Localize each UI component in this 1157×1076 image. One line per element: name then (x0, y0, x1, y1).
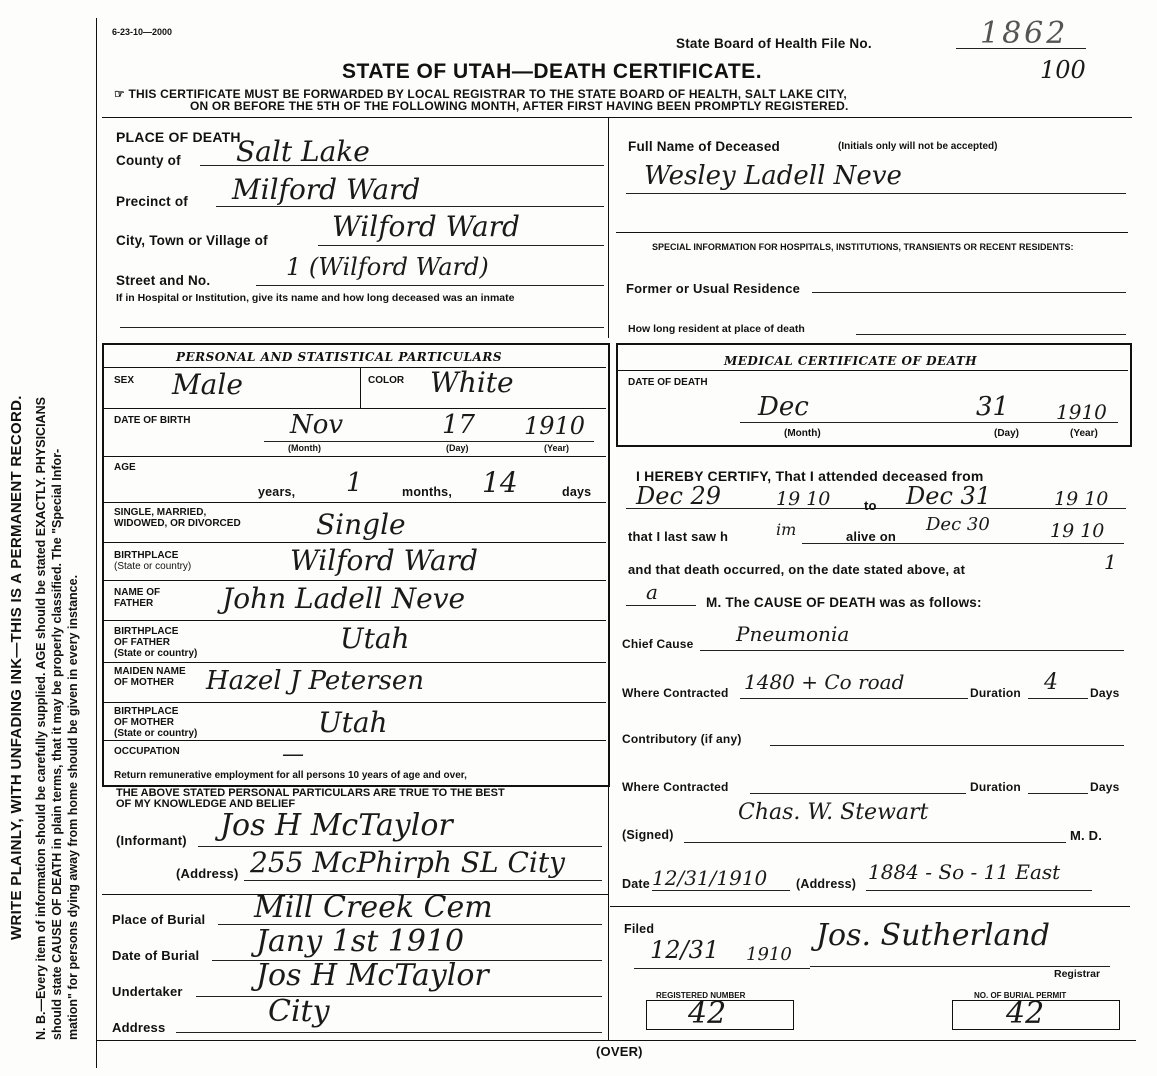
duration-2-label: Duration (970, 780, 1021, 794)
city-line (318, 245, 604, 246)
filed-rule (610, 906, 1130, 907)
undertaker-label: Undertaker (112, 984, 183, 999)
personal-rule-8 (104, 662, 606, 663)
notice-line1: ☞ THIS CERTIFICATE MUST BE FORWARDED BY LOCAL REGISTRAR TO THE STATE BOARD OF HEALTH, SALT LAKE CITY, (114, 87, 847, 101)
marital-label-2: WIDOWED, OR DIVORCED (114, 518, 241, 529)
personal-rule-6 (104, 580, 606, 581)
dob-year: 1910 (524, 412, 586, 440)
informant-label: (Informant) (116, 833, 187, 848)
street-label: Street and No. (116, 273, 211, 288)
duration-2-line (1028, 793, 1088, 794)
age-days-label: days (562, 485, 592, 499)
precinct-label: Precinct of (116, 194, 188, 209)
dod-month-caption: (Month) (784, 428, 821, 439)
sex-value: Male (172, 368, 243, 401)
dod-month: Dec (758, 392, 809, 422)
file-number: 1862 (980, 16, 1069, 51)
from-date: Dec 29 (636, 482, 722, 510)
cause-intro: M. The CAUSE OF DEATH was as follows: (706, 595, 982, 610)
certify-text: I HEREBY CERTIFY, That I attended deceased from (636, 468, 984, 484)
precinct-value: Milford Ward (232, 173, 421, 206)
name-label: Full Name of Deceased (628, 139, 781, 154)
undertaker-value: Jos H McTaylor (256, 958, 489, 993)
contributory-line (770, 745, 1124, 746)
dob-month-caption: (Month) (288, 443, 321, 453)
deceased-name: Wesley Ladell Neve (644, 161, 902, 191)
medical-rule (618, 370, 1128, 371)
personal-rule-7 (104, 620, 606, 621)
mother-bp-label-3: (State or country) (114, 728, 198, 739)
bottom-border (96, 1040, 1136, 1041)
md-label: M. D. (1070, 828, 1103, 843)
age-days-value: 14 (482, 466, 518, 499)
county-label: County of (116, 153, 181, 168)
duration-label: Duration (970, 686, 1021, 700)
personal-heading: PERSONAL AND STATISTICAL PARTICULARS (176, 350, 503, 364)
contributory-label: Contributory (if any) (622, 732, 742, 746)
dod-year: 1910 (1056, 400, 1107, 424)
personal-rule-9 (104, 702, 606, 703)
chief-cause-line (700, 650, 1124, 651)
burial-date-value: Jany 1st 1910 (256, 924, 465, 959)
resident-label: How long resident at place of death (628, 323, 805, 335)
mother-value: Hazel J Petersen (206, 666, 424, 696)
chief-cause-value: Pneumonia (736, 622, 850, 646)
mother-label-2: OF MOTHER (114, 677, 174, 688)
age-months-label: months, (402, 485, 453, 499)
personal-rule-10 (104, 740, 606, 741)
informant-address-value: 255 McPhirph SL City (250, 846, 565, 879)
mother-label-1: MAIDEN NAME (114, 666, 186, 677)
father-label-2: FATHER (114, 598, 154, 609)
father-label-1: NAME OF (114, 587, 161, 598)
cert-date-label: Date (622, 877, 650, 891)
attest-line-1: THE ABOVE STATED PERSONAL PARTICULARS ARE TRUE TO THE BEST (116, 787, 505, 799)
precinct-line (216, 206, 604, 207)
street-line (256, 285, 604, 286)
undertaker-address-line (176, 1032, 602, 1033)
reg-no-value: 42 (688, 996, 727, 1031)
death-am: a (646, 580, 658, 604)
personal-rule-4 (104, 502, 606, 503)
filed-line (634, 968, 810, 969)
residence-label: Former or Usual Residence (626, 281, 801, 296)
footer-over: (OVER) (596, 1044, 643, 1059)
last-saw-him: im (776, 520, 797, 539)
to-year: 19 10 (1054, 488, 1109, 510)
sex-label: SEX (114, 375, 135, 386)
place-heading: PLACE OF DEATH (116, 129, 241, 145)
marital-label-1: SINGLE, MARRIED, (114, 507, 207, 518)
header-rule (102, 117, 1132, 118)
mother-bp-value: Utah (318, 706, 388, 739)
resident-line (856, 334, 1126, 335)
to-label: to (864, 498, 877, 513)
am-line (626, 605, 696, 606)
alive-label: alive on (846, 529, 897, 544)
personal-rule-2 (104, 408, 606, 409)
color-value: White (430, 366, 514, 399)
permit-value: 42 (1006, 996, 1045, 1031)
registrar-signature: Jos. Sutherland (816, 918, 1050, 953)
file-label: State Board of Health File No. (676, 36, 872, 51)
where-contracted-label: Where Contracted (622, 686, 729, 700)
dob-year-caption: (Year) (544, 443, 570, 453)
informant-value: Jos H McTaylor (220, 808, 453, 843)
dob-label: DATE OF BIRTH (114, 415, 191, 426)
hospital-note: If in Hospital or Institution, give its name and how long deceased was an inmate (116, 292, 515, 304)
burial-place-value: Mill Creek Cem (254, 890, 493, 925)
to-date: Dec 31 (906, 482, 992, 510)
burial-date-label: Date of Burial (112, 948, 200, 963)
medical-heading: MEDICAL CERTIFICATE OF DEATH (724, 354, 978, 368)
death-occurred-text: and that death occurred, on the date stated above, at (628, 562, 966, 577)
cert-address-value: 1884 - So - 11 East (868, 860, 1061, 884)
dod-line (740, 422, 1118, 423)
marital-value: Single (316, 508, 406, 541)
chief-cause-label: Chief Cause (622, 637, 694, 651)
name-note: (Initials only will not be accepted) (838, 141, 998, 152)
form-code: 6-23-10—2000 (112, 27, 173, 37)
side-note-line3: mation" for persons dying away from home should be given in every instance. (66, 574, 80, 1040)
father-bp-label-3: (State or country) (114, 648, 198, 659)
dob-day: 17 (442, 410, 476, 440)
special-heading: SPECIAL INFORMATION FOR HOSPITALS, INSTITUTIONS, TRANSIENTS OR RECENT RESIDENTS: (652, 242, 1074, 252)
burial-place-label: Place of Burial (112, 912, 206, 927)
side-note-line2: should state CAUSE OF DEATH in plain terms, that it may be properly classified. The "Special Infor- (50, 448, 64, 1040)
side-note-line1: N. B.—Every item of information should be carefully supplied. AGE should be stated EXACTLY. PHYSICIANS (34, 397, 48, 1040)
father-bp-value: Utah (340, 622, 410, 655)
birthplace-label: BIRTHPLACE (114, 550, 179, 561)
age-months-value: 1 (346, 468, 363, 498)
alive-line (802, 543, 1124, 544)
undertaker-address-value: City (268, 994, 330, 1029)
dob-day-caption: (Day) (446, 443, 469, 453)
physician-signature: Chas. W. Stewart (738, 800, 929, 825)
dod-year-caption: (Year) (1070, 428, 1098, 439)
sex-color-divider (360, 368, 361, 408)
attest-line-2: OF MY KNOWLEDGE AND BELIEF (116, 798, 296, 810)
where-contracted-2-line (750, 793, 966, 794)
father-bp-label-1: BIRTHPLACE (114, 626, 179, 637)
city-value: Wilford Ward (332, 210, 520, 243)
alive-year: 19 10 (1050, 520, 1105, 542)
cert-date-value: 12/31/1910 (652, 866, 768, 890)
informant-address-label: (Address) (176, 866, 239, 881)
duration-value: 4 (1044, 670, 1058, 695)
informant-address-line (244, 880, 602, 881)
duration-days-label: Days (1090, 686, 1120, 700)
reg-no-label: REGISTERED NUMBER (656, 991, 746, 1000)
age-label: AGE (114, 462, 136, 473)
cert-address-label: (Address) (796, 877, 857, 891)
last-saw-label: that I last saw h (628, 529, 729, 544)
undertaker-address-label: Address (112, 1020, 166, 1035)
signed-line (684, 842, 1066, 843)
cert-address-line (866, 890, 1092, 891)
where-contracted-2-label: Where Contracted (622, 780, 729, 794)
registrar-line (810, 966, 1110, 967)
duration-line (1028, 698, 1088, 699)
personal-rule-3 (104, 456, 606, 457)
dob-month: Nov (290, 410, 344, 440)
where-contracted-value: 1480 + Co road (744, 670, 905, 694)
filed-label: Filed (624, 922, 655, 936)
mother-bp-label-2: OF MOTHER (114, 717, 174, 728)
notice-line2: ON OR BEFORE THE 5TH OF THE FOLLOWING MONTH, AFTER FIRST HAVING BEEN PROMPTLY REGISTERED. (190, 99, 849, 113)
occupation-label: OCCUPATION (114, 746, 180, 757)
name-line (626, 193, 1126, 194)
birthplace-value: Wilford Ward (290, 544, 478, 577)
county-value: Salt Lake (236, 135, 370, 168)
occupation-note: Return remunerative employment for all persons 10 years of age and over, (114, 770, 467, 781)
cert-date-line (652, 890, 790, 891)
special-rule (616, 232, 1128, 233)
city-label: City, Town or Village of (116, 233, 268, 248)
dod-day-caption: (Day) (994, 428, 1020, 439)
color-label: COLOR (368, 375, 405, 386)
birthplace-sub: (State or country) (114, 561, 192, 572)
file-sub-number: 100 (1040, 56, 1086, 84)
personal-rule-5 (104, 542, 606, 543)
side-main-instruction: WRITE PLAINLY, WITH UNFADING INK—THIS IS A PERMANENT RECORD. (8, 395, 25, 940)
dod-day: 31 (976, 392, 1010, 422)
occupation-value: — (282, 742, 304, 767)
where-contracted-line (740, 698, 968, 699)
residence-line (812, 292, 1126, 293)
filed-year: 1910 (746, 944, 792, 965)
mother-bp-label-1: BIRTHPLACE (114, 706, 179, 717)
days-2-label: Days (1090, 780, 1120, 794)
age-years-label: years, (258, 485, 296, 499)
center-divider-bottom (608, 450, 609, 1040)
father-bp-label-2: OF FATHER (114, 637, 170, 648)
dob-line (264, 441, 594, 442)
page-title: STATE OF UTAH—DEATH CERTIFICATE. (342, 60, 763, 83)
signed-label: (Signed) (622, 828, 674, 842)
street-value: 1 (Wilford Ward) (286, 253, 489, 281)
center-divider-top (608, 118, 609, 338)
from-year: 19 10 (776, 488, 831, 510)
death-hour: 1 (1104, 550, 1117, 574)
father-value: John Ladell Neve (222, 582, 466, 615)
dod-label: DATE OF DEATH (628, 377, 708, 388)
permit-label: NO. OF BURIAL PERMIT (974, 991, 1067, 1000)
registrar-label: Registrar (1054, 968, 1101, 980)
alive-date: Dec 30 (926, 514, 990, 535)
filed-date: 12/31 (650, 936, 720, 964)
left-border (96, 18, 97, 1068)
hospital-line (120, 327, 604, 328)
undertaker-line (196, 996, 602, 997)
